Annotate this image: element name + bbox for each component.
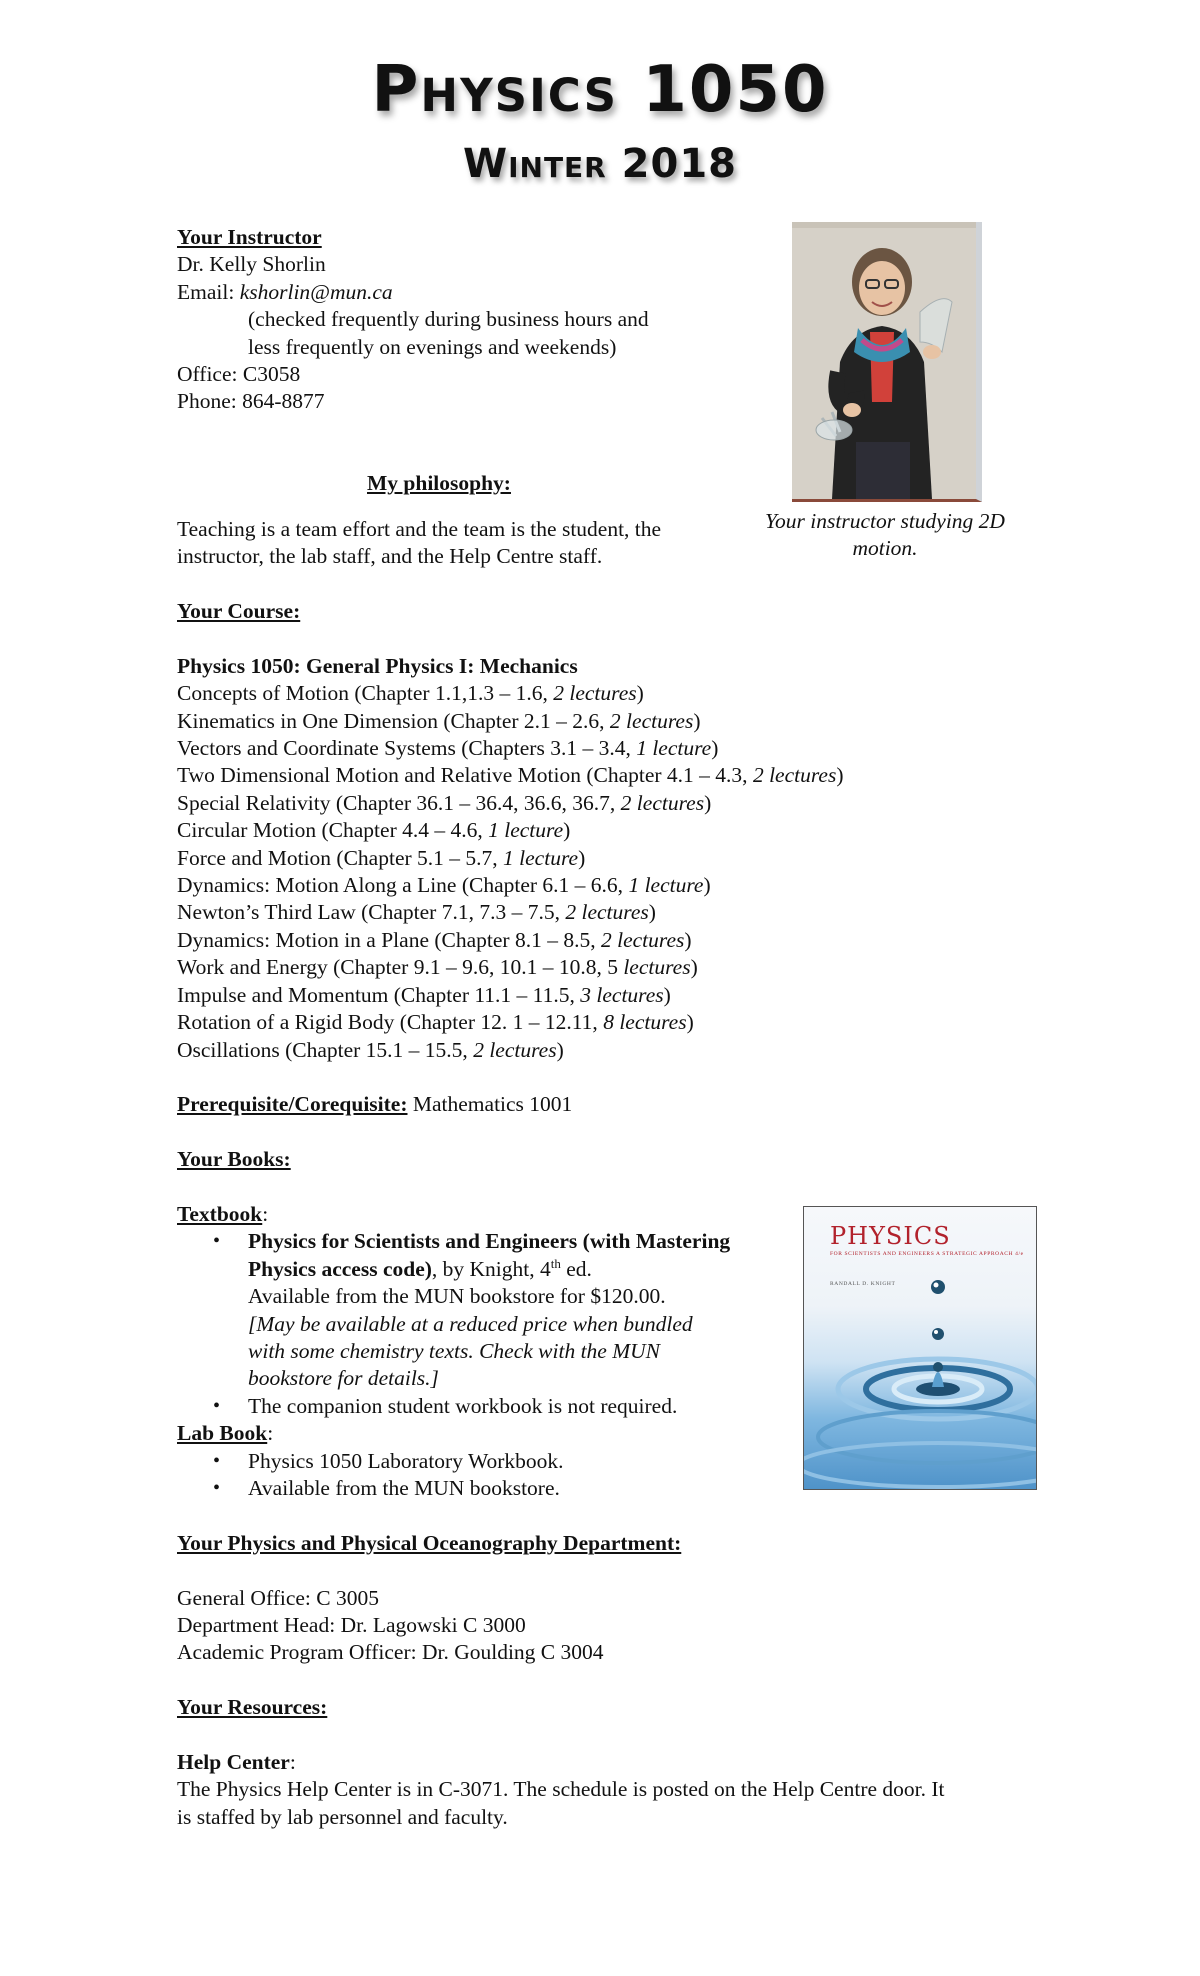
photo-caption-line-1: Your instructor studying 2D (765, 509, 1005, 533)
textbook-note-3: bookstore for details.] (248, 1366, 439, 1391)
course-topic-item (177, 927, 945, 954)
textbook-label-line: Textbook: (177, 1201, 269, 1226)
topic-lectures: 1 lecture (628, 873, 704, 898)
resources-heading: Your Resources: (177, 1695, 328, 1720)
term-subtitle: Winter 2018 (462, 141, 737, 187)
course-topic-item (177, 1009, 945, 1036)
topic-close: ) (711, 736, 719, 761)
help-center-line-2: is staffed by lab personnel and faculty. (177, 1804, 508, 1829)
page-title: Physics 1050 (371, 53, 829, 127)
topic-close: ) (556, 1037, 564, 1062)
topic-close: ) (563, 818, 571, 843)
instructor-email-line (177, 279, 649, 306)
water-drop-illustration (804, 1207, 1036, 1489)
topic-text: Dynamics: Motion in a Plane (Chapter 8.1 – 8.5, (177, 927, 601, 952)
philosophy-heading-text: My philosophy: (367, 471, 511, 495)
bullet-icon: • (213, 1477, 221, 1499)
prerequisite-value: Mathematics 1001 (407, 1092, 573, 1117)
textbook-availability: Available from the MUN bookstore for $120.00. (248, 1284, 666, 1309)
topic-text: Impulse and Momentum (Chapter 11.1 – 11.5, (177, 982, 581, 1007)
email-note-2: less frequently on evenings and weekends) (248, 334, 617, 359)
topic-close: ) (663, 982, 671, 1007)
department-apo: Academic Program Officer: Dr. Goulding C 3004 (177, 1640, 604, 1665)
lab-book-label: Lab Book (177, 1421, 268, 1446)
topic-close: ) (648, 900, 656, 925)
bullet-icon: • (213, 1230, 221, 1253)
topic-lectures: 2 lectures (565, 900, 649, 925)
course-topic-item (177, 817, 945, 844)
course-topic-item (177, 708, 945, 735)
philosophy-line-2: instructor, the lab staff, and the Help Centre staff. (177, 544, 603, 569)
department-head: Department Head: Dr. Lagowski C 3000 (177, 1613, 526, 1638)
topic-text: Oscillations (Chapter 15.1 – 15.5, (177, 1037, 474, 1062)
department-heading: Your Physics and Physical Oceanography Department: (177, 1530, 682, 1555)
topic-close: ) (690, 955, 698, 980)
textbook-note-2: with some chemistry texts. Check with the MUN (248, 1338, 661, 1363)
instructor-phone: Phone: 864-8877 (177, 389, 325, 414)
topic-text: Two Dimensional Motion and Relative Motion (Chapter 4.1 – 4.3, (177, 763, 753, 788)
help-center-line-1: The Physics Help Center is in C-3071. The schedule is posted on the Help Centre door. It (177, 1777, 945, 1802)
topic-lectures: 2 lectures (620, 790, 705, 815)
topic-text: Vectors and Coordinate Systems (Chapters 3.1 – 3.4, (177, 736, 637, 761)
topic-lectures: lectures (623, 955, 691, 980)
topic-lectures: 2 lectures (600, 927, 685, 952)
textbook-title-1: Physics for Scientists and Engineers (with Mastering (248, 1229, 731, 1254)
course-topic-item (177, 735, 945, 762)
course-topic-list (177, 680, 945, 1064)
lab-item-1: Physics 1050 Laboratory Workbook. (248, 1448, 564, 1473)
topic-close: ) (636, 681, 644, 706)
topic-lectures: 2 lectures (609, 708, 694, 733)
course-topic-item (177, 899, 945, 926)
topic-text: Concepts of Motion (Chapter 1.1,1.3 – 1.6, (177, 681, 554, 706)
topic-lectures: 2 lectures (752, 763, 837, 788)
instructor-photo (792, 222, 982, 502)
topic-text: Newton’s Third Law (Chapter 7.1, 7.3 – 7.5, (177, 900, 566, 925)
textbook-cover-image (803, 1206, 1037, 1490)
topic-lectures: 2 lectures (553, 681, 637, 706)
email-note-1: (checked frequently during business hours and (248, 307, 649, 332)
cover-title: PHYSICS (830, 1222, 951, 1250)
email-label: Email: (177, 279, 240, 304)
instructor-email-link[interactable]: kshorlin@mun.ca (239, 279, 393, 304)
topic-close: ) (704, 790, 712, 815)
instructor-heading: Your Instructor (177, 225, 322, 249)
topic-text: Work and Energy (Chapter 9.1 – 9.6, 10.1 – 10.8, 5 (177, 955, 624, 980)
course-topic-item (177, 790, 945, 817)
course-heading: Your Course: (177, 599, 301, 623)
topic-close: ) (703, 873, 711, 898)
topic-close: ) (578, 845, 586, 870)
prerequisite-label: Prerequisite/Corequisite: (177, 1092, 408, 1117)
course-topic-item (177, 1037, 945, 1064)
topic-text: Kinematics in One Dimension (Chapter 2.1 – 2.6, (177, 708, 610, 733)
topic-lectures: 1 lecture (503, 845, 579, 870)
department-general-office: General Office: C 3005 (177, 1585, 379, 1610)
topic-close: ) (684, 927, 692, 952)
course-title: Physics 1050: General Physics I: Mechanics (177, 653, 578, 678)
photo-caption (740, 508, 1030, 563)
bullet-icon: • (213, 1449, 221, 1472)
course-topic-item (177, 845, 945, 872)
instructor-name: Dr. Kelly Shorlin (177, 252, 326, 277)
textbook-ed: ed. (560, 1256, 592, 1281)
philosophy-text (177, 516, 661, 571)
course-topic-item (177, 872, 945, 899)
workbook-note: The companion student workbook is not required. (248, 1393, 678, 1418)
topic-text: Special Relativity (Chapter 36.1 – 36.4, 36.6, 36.7, (177, 790, 621, 815)
topic-text: Rotation of a Rigid Body (Chapter 12. 1 – 12.11, (177, 1010, 604, 1035)
topic-close: ) (686, 1010, 694, 1035)
photo-caption-line-2: motion. (852, 536, 918, 561)
books-heading: Your Books: (177, 1147, 291, 1172)
cover-subtitle: FOR SCIENTISTS AND ENGINEERS A STRATEGIC APPROACH 4/e (830, 1251, 1024, 1257)
topic-text: Circular Motion (Chapter 4.4 – 4.6, (177, 818, 489, 843)
topic-lectures: 1 lecture (488, 818, 564, 843)
topic-close: ) (836, 763, 844, 788)
topic-lectures: 2 lectures (473, 1037, 557, 1062)
topic-text: Dynamics: Motion Along a Line (Chapter 6.1 – 6.6, (177, 873, 629, 898)
lab-book-label-line: Lab Book: (177, 1421, 274, 1446)
topic-lectures: 3 lectures (580, 982, 664, 1007)
cover-author: RANDALL D. KNIGHT (830, 1281, 896, 1287)
topic-close: ) (693, 708, 701, 733)
topic-text: Force and Motion (Chapter 5.1 – 5.7, (177, 845, 504, 870)
instructor-office: Office: C3058 (177, 362, 301, 387)
textbook-label: Textbook (177, 1201, 263, 1226)
course-topic-item (177, 762, 945, 789)
textbook-title-2: Physics access code) (248, 1256, 432, 1281)
lab-item-2: Available from the MUN bookstore. (248, 1476, 560, 1500)
topic-lectures: 1 lecture (636, 736, 712, 761)
bullet-icon: • (213, 1394, 221, 1417)
textbook-by: , by Knight, 4 (431, 1256, 551, 1281)
prerequisite-line (177, 1091, 945, 1118)
textbook-note-1: [May be available at a reduced price when bundled (248, 1311, 693, 1336)
instructor-photo-illustration (792, 222, 976, 499)
course-topic-item (177, 982, 945, 1009)
course-topic-item (177, 954, 945, 981)
philosophy-heading (367, 470, 511, 497)
textbook-edition-sup: th (550, 1255, 561, 1271)
help-center-label-line: Help Center: (177, 1750, 296, 1775)
topic-lectures: 8 lectures (603, 1010, 687, 1035)
instructor-section (177, 224, 649, 416)
course-topic-item (177, 680, 945, 707)
philosophy-line-1: Teaching is a team effort and the team is the student, the (177, 517, 662, 541)
help-center-label: Help Center (177, 1750, 290, 1775)
